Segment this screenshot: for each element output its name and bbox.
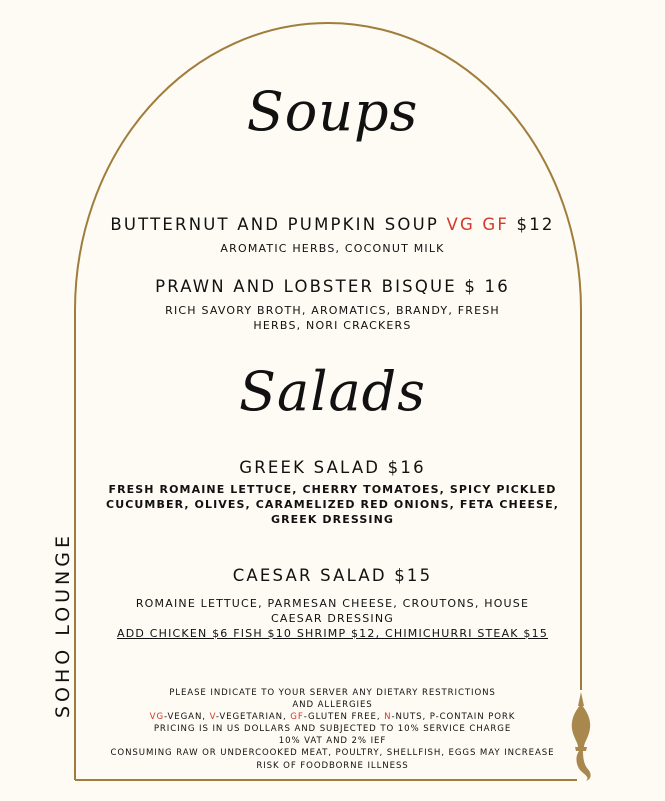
dietary-tags: VG GF bbox=[446, 215, 510, 234]
notes-line: 10% VAT AND 2% IEF bbox=[278, 736, 387, 747]
salads-heading: Salads bbox=[239, 360, 426, 423]
dish-price: $12 bbox=[516, 215, 555, 234]
dish-price: $ 16 bbox=[464, 277, 510, 296]
dietary-legend bbox=[0, 711, 665, 723]
dietary-notes bbox=[0, 687, 665, 772]
brand-name: SOHO LOUNGE bbox=[52, 531, 74, 719]
description-line: CUCUMBER, OLIVES, CARAMELIZED RED ONIONS, FETA CHEESE, bbox=[106, 498, 559, 511]
description-line: FRESH ROMAINE LETTUCE, CHERRY TOMATOES, SPICY PICKLED bbox=[108, 483, 557, 496]
dish-description bbox=[0, 596, 665, 641]
notes-line: AND ALLERGIES bbox=[292, 700, 373, 711]
notes-line: CONSUMING RAW OR UNDERCOOKED MEAT, POULTRY, SHELLFISH, EGGS MAY INCREASE bbox=[110, 748, 555, 759]
legend-code: VG bbox=[149, 712, 165, 723]
addons-line: ADD CHICKEN $6 FISH $10 SHRIMP $12, CHIMICHURRI STEAK $15 bbox=[116, 627, 549, 640]
dish-name: CAESAR SALAD bbox=[232, 566, 387, 585]
description-line: RICH SAVORY BROTH, AROMATICS, BRANDY, FRESH bbox=[165, 304, 500, 317]
notes-line: PLEASE INDICATE TO YOUR SERVER ANY DIETARY RESTRICTIONS bbox=[169, 688, 496, 698]
legend-text: -GLUTEN FREE, bbox=[303, 712, 385, 723]
soup-item-bisque bbox=[0, 277, 665, 296]
legend-code: GF bbox=[290, 712, 304, 723]
soups-heading: Soups bbox=[246, 80, 419, 143]
legend-text: -NUTS, P-CONTAIN PORK bbox=[391, 712, 516, 723]
description-line: ROMAINE LETTUCE, PARMESAN CHEESE, CROUTONS, HOUSE bbox=[135, 597, 530, 610]
legend-text: -VEGAN, bbox=[164, 712, 210, 723]
dish-description: AROMATIC HERBS, COCONUT MILK bbox=[220, 242, 445, 255]
legend-text: -VEGETARIAN, bbox=[215, 712, 291, 723]
description-line: GREEK DRESSING bbox=[270, 513, 395, 526]
legend-code: N bbox=[384, 712, 392, 723]
dish-price: $15 bbox=[394, 566, 433, 585]
dish-name: GREEK SALAD bbox=[239, 458, 381, 477]
dish-name: BUTTERNUT AND PUMPKIN SOUP bbox=[110, 215, 440, 234]
dish-price: $16 bbox=[387, 458, 426, 477]
notes-line: RISK OF FOODBORNE ILLNESS bbox=[256, 760, 409, 771]
description-line: HERBS, NORI CRACKERS bbox=[253, 319, 412, 332]
salad-item-caesar bbox=[0, 566, 665, 585]
dish-description bbox=[0, 303, 665, 333]
salad-item-greek bbox=[0, 458, 665, 477]
legend-code: V bbox=[209, 712, 216, 723]
soup-item-butternut bbox=[0, 215, 665, 234]
description-line: CAESAR DRESSING bbox=[270, 612, 395, 625]
dish-description bbox=[0, 482, 665, 527]
dish-name: PRAWN AND LOBSTER BISQUE bbox=[155, 277, 457, 296]
notes-line: PRICING IS IN US DOLLARS AND SUBJECTED TO 10% SERVICE CHARGE bbox=[153, 724, 512, 735]
